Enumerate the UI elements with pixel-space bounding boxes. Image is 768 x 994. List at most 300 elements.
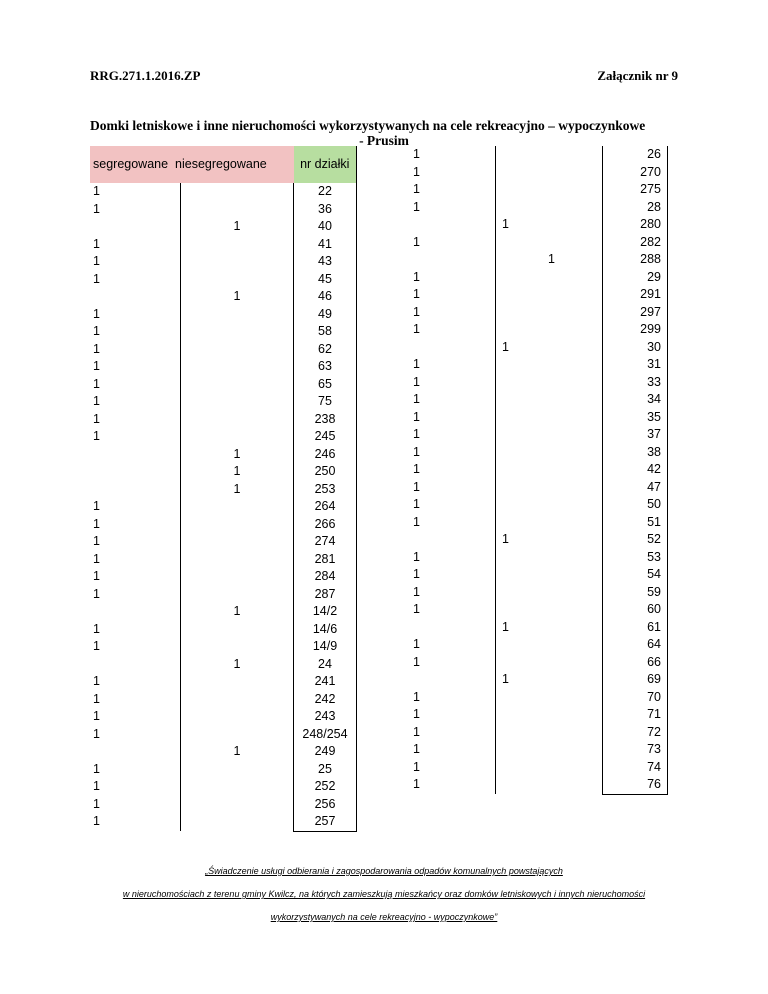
table-row — [90, 306, 357, 324]
plot-number-cell: 253 — [294, 481, 357, 499]
segregated-cell — [410, 251, 496, 269]
table-row — [90, 638, 357, 656]
table-row — [90, 621, 357, 639]
segregated-cell: 1 — [90, 253, 181, 271]
segregated-cell — [410, 619, 496, 637]
plot-number-cell: 29 — [603, 269, 668, 287]
segregated-cell: 1 — [90, 341, 181, 359]
table-row — [410, 461, 668, 479]
footer-line-3: wykorzystywanych na cele rekreacyjno - wypoczynkowe” — [270, 912, 498, 922]
unsegregated-cell — [496, 181, 603, 199]
table-row — [410, 514, 668, 532]
unsegregated-cell — [496, 531, 603, 549]
unsegregated-value: 1 — [502, 672, 509, 686]
table-row — [410, 479, 668, 497]
unsegregated-cell — [181, 568, 294, 586]
table-row — [410, 374, 668, 392]
table-row — [90, 236, 357, 254]
plot-number-cell: 61 — [603, 619, 668, 637]
table-row — [410, 566, 668, 584]
plot-number-cell: 14/6 — [294, 621, 357, 639]
table-row — [90, 778, 357, 796]
table-row — [410, 339, 668, 357]
table-row — [410, 181, 668, 199]
table-row — [90, 656, 357, 674]
unsegregated-cell — [181, 551, 294, 569]
table-row — [90, 341, 357, 359]
table-row — [410, 496, 668, 514]
segregated-cell: 1 — [410, 601, 496, 619]
unsegregated-cell — [181, 673, 294, 691]
footer-line-1: „Świadczenie usługi odbierania i zagospodarowania odpadów komunalnych powstających — [205, 866, 563, 876]
table-row — [410, 549, 668, 567]
segregated-cell — [90, 743, 181, 761]
segregated-cell: 1 — [410, 234, 496, 252]
plot-number-cell: 62 — [294, 341, 357, 359]
plot-number-cell: 58 — [294, 323, 357, 341]
unsegregated-cell — [496, 286, 603, 304]
table-row — [410, 724, 668, 742]
table-row — [90, 218, 357, 236]
plot-number-cell: 245 — [294, 428, 357, 446]
plot-number-cell: 238 — [294, 411, 357, 429]
plot-number-cell: 252 — [294, 778, 357, 796]
right-plot-table — [410, 146, 668, 795]
table-row — [90, 708, 357, 726]
segregated-cell: 1 — [90, 376, 181, 394]
table-row — [90, 393, 357, 411]
segregated-cell: 1 — [90, 621, 181, 639]
table-row — [410, 269, 668, 287]
unsegregated-cell — [181, 306, 294, 324]
segregated-cell — [410, 216, 496, 234]
unsegregated-cell — [496, 496, 603, 514]
plot-number-cell: 73 — [603, 741, 668, 759]
table-row — [90, 446, 357, 464]
table-row — [90, 743, 357, 761]
unsegregated-cell — [496, 321, 603, 339]
table-row — [90, 568, 357, 586]
table-row — [90, 253, 357, 271]
table-row — [90, 428, 357, 446]
unsegregated-cell — [496, 514, 603, 532]
unsegregated-cell — [181, 691, 294, 709]
segregated-cell: 1 — [90, 498, 181, 516]
unsegregated-cell — [496, 391, 603, 409]
plot-number-cell: 257 — [294, 813, 357, 831]
unsegregated-cell — [496, 234, 603, 252]
segregated-cell — [90, 481, 181, 499]
table-row — [410, 216, 668, 234]
unsegregated-cell: 1 — [181, 743, 294, 761]
segregated-cell: 1 — [410, 304, 496, 322]
unsegregated-cell — [181, 708, 294, 726]
table-row — [410, 251, 668, 269]
segregated-cell — [410, 531, 496, 549]
unsegregated-cell — [496, 759, 603, 777]
table-row — [410, 321, 668, 339]
plot-number-cell: 280 — [603, 216, 668, 234]
segregated-cell: 1 — [90, 673, 181, 691]
segregated-cell: 1 — [410, 759, 496, 777]
plot-number-cell: 34 — [603, 391, 668, 409]
segregated-cell: 1 — [410, 374, 496, 392]
plot-number-cell: 281 — [294, 551, 357, 569]
plot-number-cell: 35 — [603, 409, 668, 427]
unsegregated-value: 1 — [502, 217, 509, 231]
plot-number-cell: 52 — [603, 531, 668, 549]
segregated-cell: 1 — [410, 409, 496, 427]
segregated-cell: 1 — [410, 444, 496, 462]
table-row — [410, 286, 668, 304]
segregated-cell: 1 — [410, 514, 496, 532]
unsegregated-cell: 1 — [181, 288, 294, 306]
segregated-cell: 1 — [90, 778, 181, 796]
plot-number-cell: 70 — [603, 689, 668, 707]
unsegregated-cell: 1 — [181, 463, 294, 481]
table-row — [410, 689, 668, 707]
plot-number-cell: 291 — [603, 286, 668, 304]
unsegregated-cell — [181, 533, 294, 551]
plot-number-cell: 72 — [603, 724, 668, 742]
plot-number-cell: 54 — [603, 566, 668, 584]
table-row — [90, 358, 357, 376]
unsegregated-cell — [496, 549, 603, 567]
unsegregated-cell — [181, 621, 294, 639]
unsegregated-cell — [181, 201, 294, 219]
header-unsegregated: niesegregowane — [175, 157, 267, 171]
segregated-cell: 1 — [90, 568, 181, 586]
plot-number-cell: 250 — [294, 463, 357, 481]
table-row — [90, 796, 357, 814]
plot-number-cell: 64 — [603, 636, 668, 654]
plot-number-cell: 46 — [294, 288, 357, 306]
plot-number-cell: 33 — [603, 374, 668, 392]
unsegregated-cell — [496, 566, 603, 584]
table-row — [90, 183, 357, 201]
segregated-cell: 1 — [410, 584, 496, 602]
unsegregated-cell — [496, 671, 603, 689]
segregated-cell: 1 — [90, 428, 181, 446]
table-header-row — [90, 146, 357, 183]
table-row — [90, 288, 357, 306]
unsegregated-cell — [496, 689, 603, 707]
table-row — [410, 636, 668, 654]
segregated-cell: 1 — [90, 271, 181, 289]
segregated-cell: 1 — [90, 761, 181, 779]
table-row — [90, 813, 357, 831]
table-row — [410, 234, 668, 252]
header-plot-number: nr działki — [294, 146, 357, 183]
unsegregated-cell — [181, 236, 294, 254]
unsegregated-value: 1 — [502, 619, 509, 634]
other-value: 1 — [548, 252, 555, 266]
unsegregated-cell — [181, 358, 294, 376]
plot-number-cell: 266 — [294, 516, 357, 534]
unsegregated-cell — [496, 199, 603, 217]
table-row — [410, 146, 668, 164]
segregated-cell: 1 — [410, 566, 496, 584]
table-row — [90, 271, 357, 289]
plot-number-cell: 275 — [603, 181, 668, 199]
plot-number-cell: 274 — [294, 533, 357, 551]
unsegregated-cell: 1 — [181, 656, 294, 674]
table-row — [90, 516, 357, 534]
header-categories — [90, 146, 294, 183]
title-line-2: - Prusim — [359, 133, 409, 148]
table-row — [410, 199, 668, 217]
plot-number-cell: 76 — [603, 776, 668, 794]
table-row — [410, 759, 668, 777]
plot-number-cell: 74 — [603, 759, 668, 777]
segregated-cell: 1 — [90, 236, 181, 254]
unsegregated-cell — [496, 409, 603, 427]
unsegregated-cell — [181, 323, 294, 341]
segregated-cell — [90, 446, 181, 464]
plot-number-cell: 24 — [294, 656, 357, 674]
plot-number-cell: 63 — [294, 358, 357, 376]
plot-number-cell: 59 — [603, 584, 668, 602]
unsegregated-cell — [496, 269, 603, 287]
segregated-cell: 1 — [410, 164, 496, 182]
segregated-cell: 1 — [90, 533, 181, 551]
unsegregated-cell — [181, 271, 294, 289]
unsegregated-value: 1 — [502, 532, 509, 546]
table-row — [410, 304, 668, 322]
plot-number-cell: 49 — [294, 306, 357, 324]
plot-number-cell: 282 — [603, 234, 668, 252]
plot-number-cell: 25 — [294, 761, 357, 779]
segregated-cell: 1 — [410, 724, 496, 742]
table-row — [90, 761, 357, 779]
table-row — [90, 533, 357, 551]
table-row — [90, 551, 357, 569]
table-row — [90, 411, 357, 429]
plot-number-cell: 241 — [294, 673, 357, 691]
table-row — [410, 444, 668, 462]
unsegregated-cell — [181, 498, 294, 516]
document-reference: RRG.271.1.2016.ZP — [90, 68, 201, 83]
table-row — [410, 164, 668, 182]
segregated-cell: 1 — [90, 183, 181, 201]
plot-number-cell: 264 — [294, 498, 357, 516]
unsegregated-cell — [496, 304, 603, 322]
plot-number-cell: 65 — [294, 376, 357, 394]
unsegregated-cell — [496, 374, 603, 392]
table-row — [90, 603, 357, 621]
plot-number-cell: 41 — [294, 236, 357, 254]
unsegregated-cell — [181, 376, 294, 394]
plot-number-cell: 14/9 — [294, 638, 357, 656]
title-line-1: Domki letniskowe i inne nieruchomości wykorzystywanych na cele rekreacyjno – wypoczynkowe — [90, 118, 646, 133]
segregated-cell — [90, 218, 181, 236]
plot-number-cell: 36 — [294, 201, 357, 219]
table-row — [90, 673, 357, 691]
segregated-cell: 1 — [410, 426, 496, 444]
plot-number-cell: 45 — [294, 271, 357, 289]
segregated-cell: 1 — [410, 706, 496, 724]
plot-number-cell: 66 — [603, 654, 668, 672]
segregated-cell: 1 — [90, 586, 181, 604]
segregated-cell: 1 — [410, 549, 496, 567]
segregated-cell: 1 — [90, 201, 181, 219]
unsegregated-cell — [496, 654, 603, 672]
table-row — [410, 741, 668, 759]
plot-number-cell: 270 — [603, 164, 668, 182]
segregated-cell: 1 — [410, 479, 496, 497]
unsegregated-cell — [181, 796, 294, 814]
unsegregated-cell — [181, 726, 294, 744]
segregated-cell: 1 — [90, 813, 181, 831]
segregated-cell: 1 — [90, 306, 181, 324]
table-row — [90, 463, 357, 481]
segregated-cell: 1 — [90, 726, 181, 744]
unsegregated-cell — [496, 216, 603, 234]
segregated-cell — [90, 656, 181, 674]
unsegregated-cell — [496, 146, 603, 164]
plot-number-cell: 288 — [603, 251, 668, 269]
segregated-cell — [90, 603, 181, 621]
table-row — [410, 391, 668, 409]
segregated-cell: 1 — [410, 654, 496, 672]
unsegregated-cell: 1 — [181, 218, 294, 236]
unsegregated-cell — [496, 636, 603, 654]
plot-number-cell: 287 — [294, 586, 357, 604]
unsegregated-cell — [181, 183, 294, 201]
segregated-cell — [410, 339, 496, 357]
table-row — [410, 356, 668, 374]
unsegregated-cell — [496, 706, 603, 724]
unsegregated-cell — [496, 426, 603, 444]
plot-number-cell: 242 — [294, 691, 357, 709]
unsegregated-cell — [181, 253, 294, 271]
segregated-cell — [90, 463, 181, 481]
plot-number-cell: 299 — [603, 321, 668, 339]
table-row — [410, 654, 668, 672]
plot-number-cell: 14/2 — [294, 603, 357, 621]
plot-number-cell: 248/254 — [294, 726, 357, 744]
plot-number-cell: 50 — [603, 496, 668, 514]
plot-number-cell: 75 — [294, 393, 357, 411]
segregated-cell: 1 — [410, 496, 496, 514]
table-row — [90, 498, 357, 516]
segregated-cell: 1 — [410, 741, 496, 759]
plot-number-cell: 246 — [294, 446, 357, 464]
unsegregated-cell: 1 — [181, 603, 294, 621]
plot-number-cell: 22 — [294, 183, 357, 201]
unsegregated-cell — [181, 761, 294, 779]
segregated-cell: 1 — [410, 269, 496, 287]
table-row — [90, 586, 357, 604]
plot-number-cell: 31 — [603, 356, 668, 374]
unsegregated-cell — [496, 339, 603, 357]
segregated-cell: 1 — [90, 411, 181, 429]
plot-number-cell: 43 — [294, 253, 357, 271]
segregated-cell: 1 — [90, 708, 181, 726]
segregated-cell: 1 — [410, 461, 496, 479]
segregated-cell: 1 — [410, 689, 496, 707]
unsegregated-cell — [496, 724, 603, 742]
unsegregated-cell — [181, 411, 294, 429]
table-row — [410, 706, 668, 724]
plot-number-cell: 297 — [603, 304, 668, 322]
table-row — [90, 691, 357, 709]
left-plot-table — [90, 146, 357, 832]
unsegregated-cell — [181, 341, 294, 359]
unsegregated-cell — [496, 479, 603, 497]
unsegregated-cell — [496, 251, 603, 269]
plot-number-cell: 38 — [603, 444, 668, 462]
table-row — [410, 584, 668, 602]
segregated-cell: 1 — [410, 391, 496, 409]
plot-number-cell: 30 — [603, 339, 668, 357]
table-row — [410, 531, 668, 549]
unsegregated-value: 1 — [502, 339, 509, 354]
table-row — [90, 481, 357, 499]
plot-number-cell: 26 — [603, 146, 668, 164]
segregated-cell: 1 — [410, 286, 496, 304]
footer-line-2: w nieruchomościach z terenu gminy Kwilcz, na których zamieszkują mieszkańcy oraz domków letniskowych i innych nieruchomości — [122, 889, 646, 899]
segregated-cell: 1 — [410, 636, 496, 654]
unsegregated-cell — [181, 516, 294, 534]
table-row — [90, 323, 357, 341]
plot-number-cell: 249 — [294, 743, 357, 761]
unsegregated-cell — [496, 584, 603, 602]
plot-number-cell: 28 — [603, 199, 668, 217]
table-row — [90, 376, 357, 394]
segregated-cell: 1 — [90, 358, 181, 376]
unsegregated-cell — [496, 619, 603, 637]
unsegregated-cell — [181, 428, 294, 446]
table-row — [90, 726, 357, 744]
plot-number-cell: 60 — [603, 601, 668, 619]
table-row — [410, 671, 668, 689]
segregated-cell: 1 — [90, 393, 181, 411]
unsegregated-cell: 1 — [181, 481, 294, 499]
plot-number-cell: 40 — [294, 218, 357, 236]
segregated-cell: 1 — [90, 323, 181, 341]
plot-number-cell: 37 — [603, 426, 668, 444]
segregated-cell: 1 — [410, 356, 496, 374]
unsegregated-cell — [181, 813, 294, 831]
unsegregated-cell — [181, 778, 294, 796]
plot-number-cell: 256 — [294, 796, 357, 814]
segregated-cell: 1 — [90, 638, 181, 656]
table-row — [410, 601, 668, 619]
unsegregated-cell — [181, 393, 294, 411]
unsegregated-cell — [181, 638, 294, 656]
unsegregated-cell — [181, 586, 294, 604]
segregated-cell — [90, 288, 181, 306]
segregated-cell: 1 — [90, 551, 181, 569]
plot-number-cell: 42 — [603, 461, 668, 479]
segregated-cell — [410, 671, 496, 689]
table-row — [410, 409, 668, 427]
unsegregated-cell — [496, 164, 603, 182]
segregated-cell: 1 — [90, 691, 181, 709]
segregated-cell: 1 — [410, 181, 496, 199]
segregated-cell: 1 — [90, 796, 181, 814]
plot-number-cell: 284 — [294, 568, 357, 586]
plot-number-cell: 51 — [603, 514, 668, 532]
header-segregated: segregowane — [93, 157, 169, 171]
segregated-cell: 1 — [410, 199, 496, 217]
table-row — [90, 201, 357, 219]
unsegregated-cell — [496, 601, 603, 619]
segregated-cell: 1 — [410, 146, 496, 164]
unsegregated-cell — [496, 776, 603, 794]
segregated-cell: 1 — [90, 516, 181, 534]
